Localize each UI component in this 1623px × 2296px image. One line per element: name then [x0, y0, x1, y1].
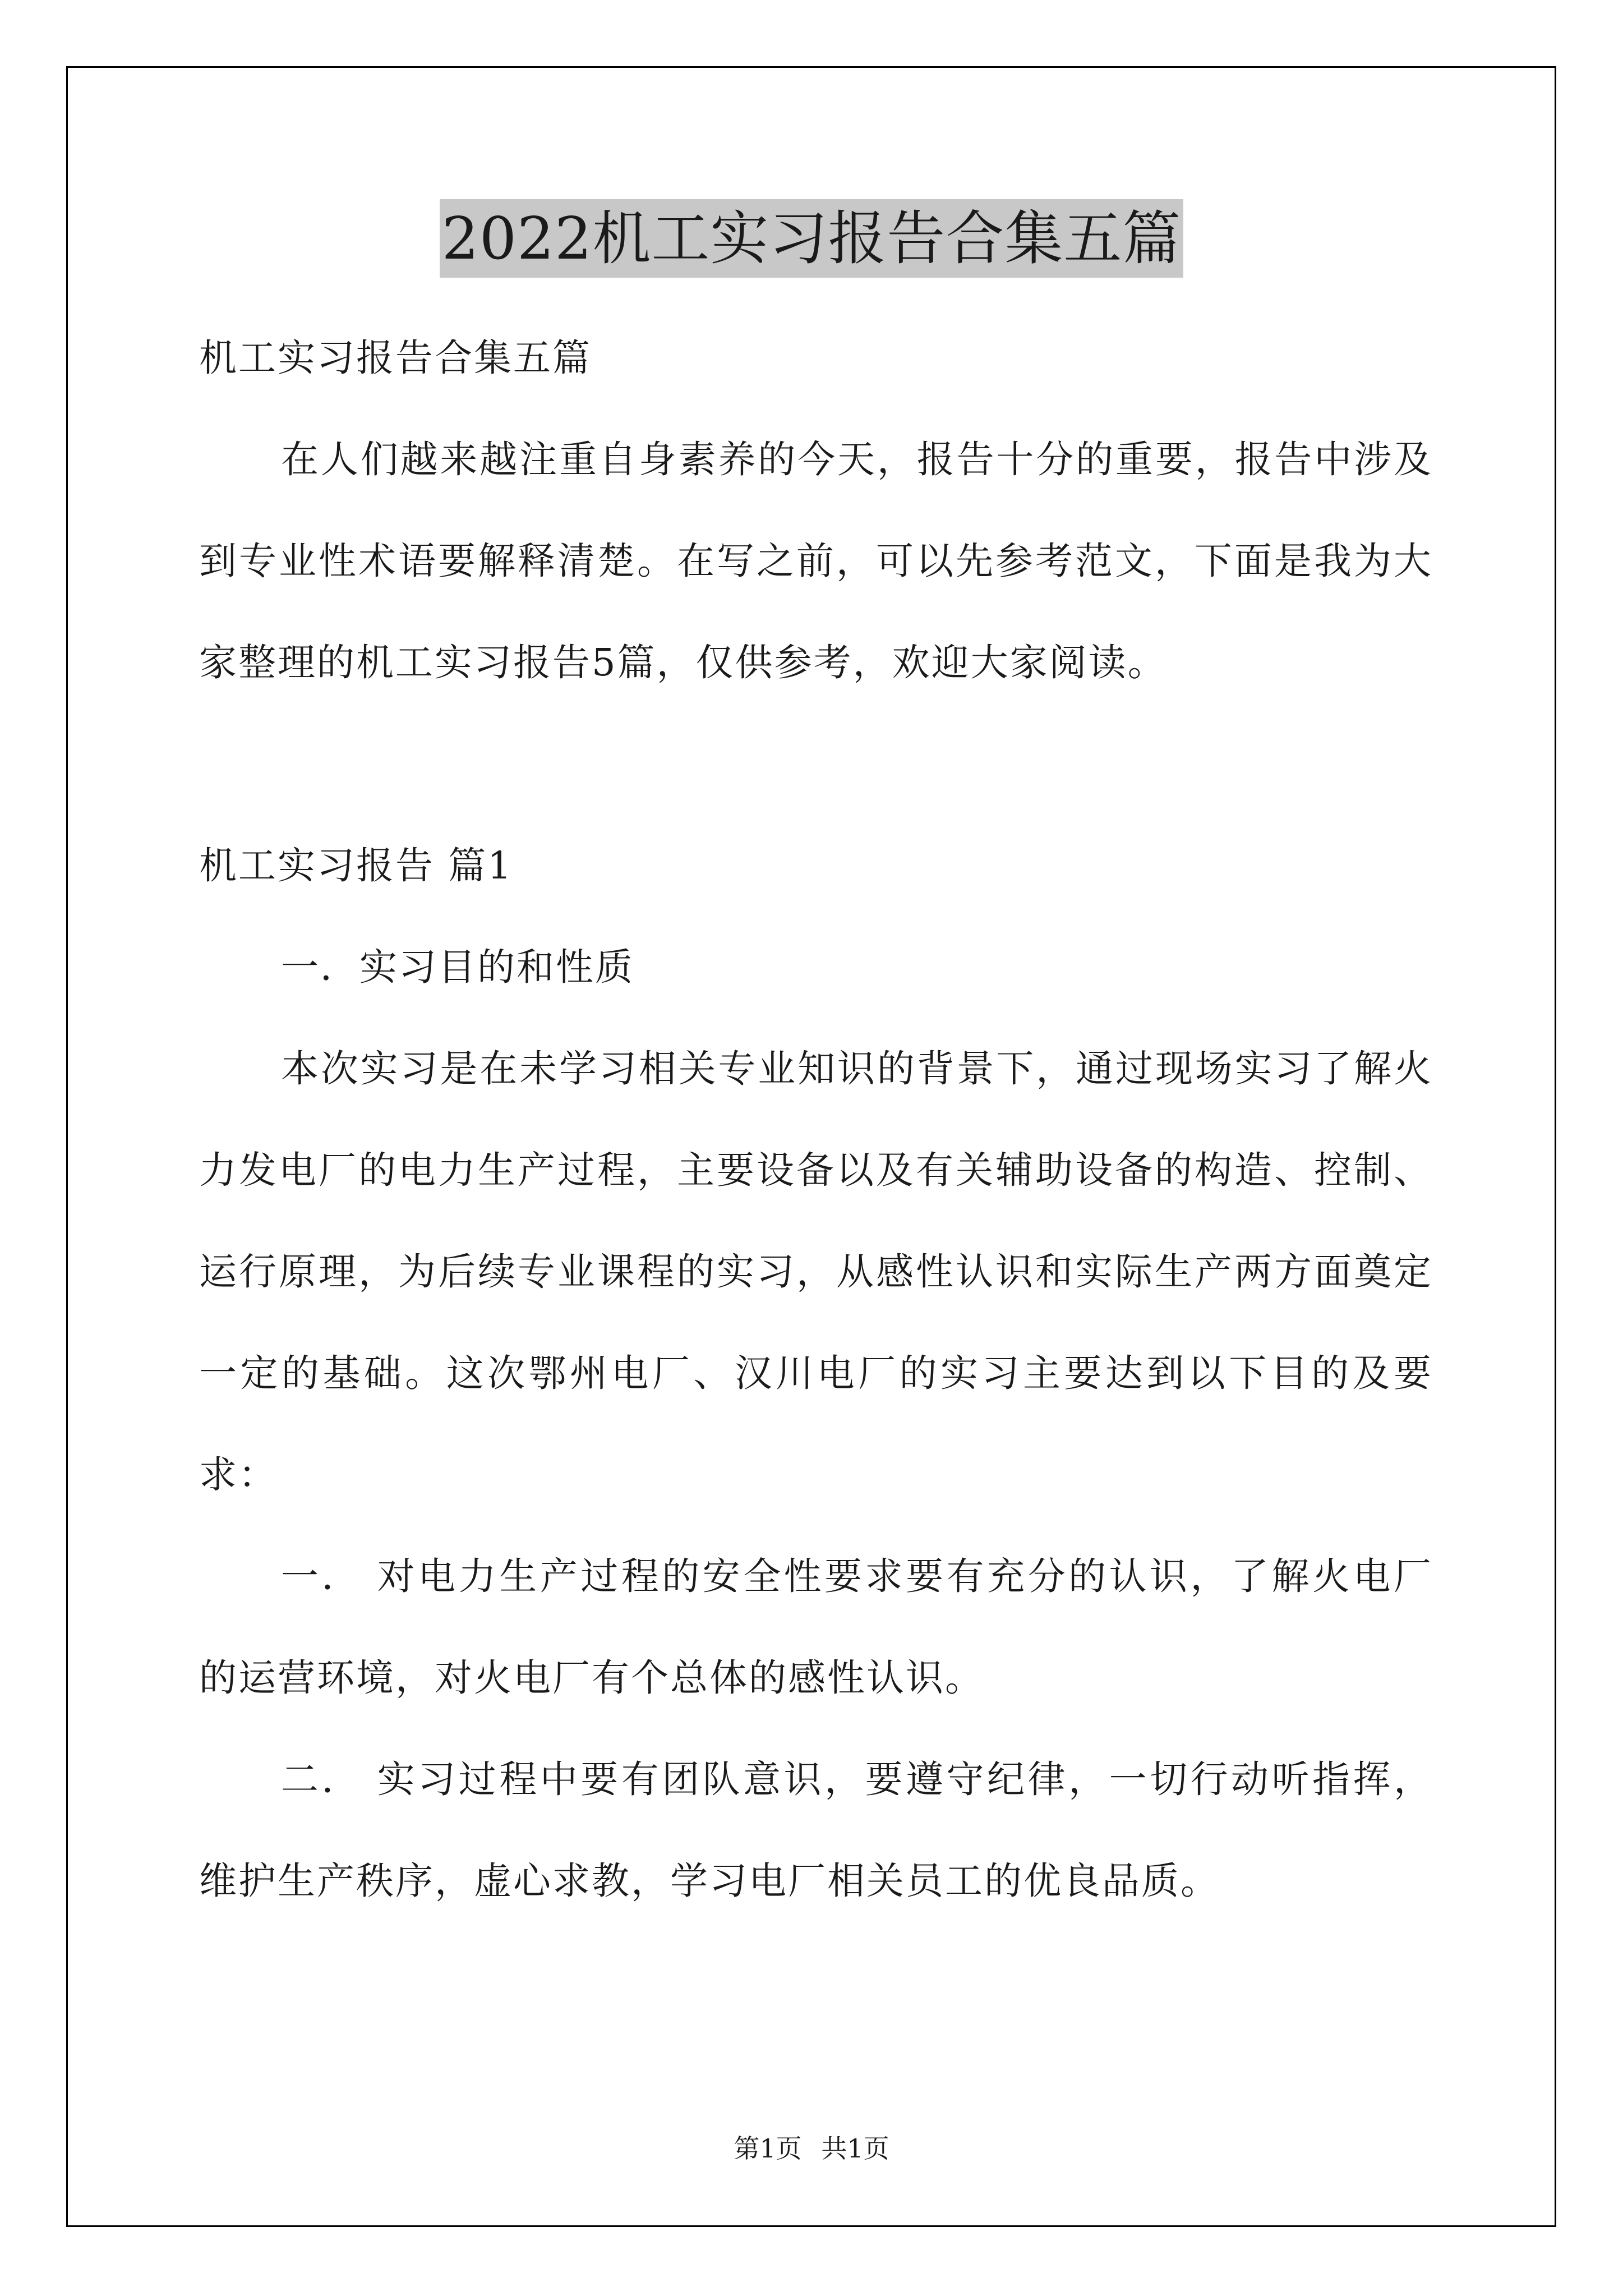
section-spacer [199, 714, 1433, 815]
page-number: 第1页 [734, 2133, 802, 2164]
document-body [199, 307, 1433, 1932]
page-total: 共1页 [821, 2133, 889, 2164]
body-paragraph: 一． 对电力生产过程的安全性要求要有充分的认识，了解火电厂的运营环境，对火电厂有个总体的感性认识。 [199, 1554, 1433, 1700]
title-container [0, 199, 1623, 278]
page-footer [0, 2132, 1623, 2165]
intro-paragraph: 在人们越来越注重自身素养的今天，报告十分的重要，报告中涉及到专业性术语要解释清楚。在写之前，可以先参考范文，下面是我为大家整理的机工实习报告5篇，仅供参考，欢迎大家阅读。 [199, 438, 1433, 684]
body-paragraph: 二． 实习过程中要有团队意识，要遵守纪律，一切行动听指挥，维护生产秩序，虚心求教，学习电厂相关员工的优良品质。 [199, 1757, 1433, 1903]
document-subtitle: 机工实习报告合集五篇 [199, 336, 592, 380]
document-title: 2022机工实习报告合集五篇 [440, 199, 1184, 278]
section-subheading: 一．实习目的和性质 [281, 945, 634, 989]
section-heading: 机工实习报告 篇1 [199, 844, 513, 887]
body-paragraph: 本次实习是在未学习相关专业知识的背景下，通过现场实习了解火力发电厂的电力生产过程，主要设备以及有关辅助设备的构造、控制、运行原理，为后续专业课程的实习，从感性认识和实际生产两方面奠定一定的基础。这次鄂州电厂、汉川电厂的实习主要达到以下目的及要求： [199, 1047, 1433, 1497]
